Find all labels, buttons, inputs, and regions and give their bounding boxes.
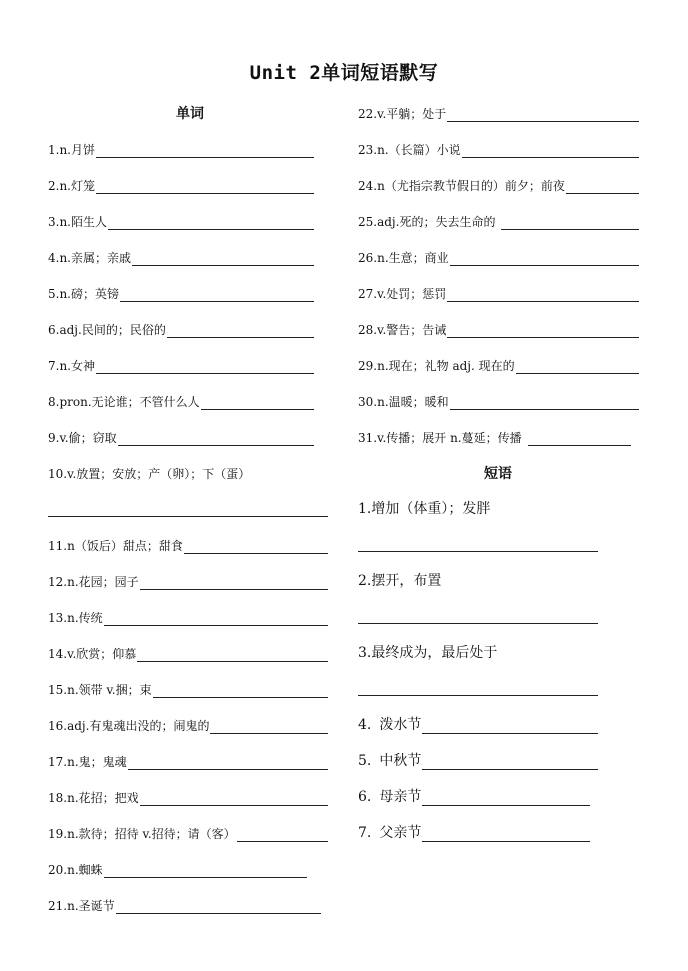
answer-blank[interactable]	[566, 181, 639, 194]
word-item-7	[48, 358, 314, 374]
answer-blank[interactable]	[137, 649, 328, 662]
answer-blank[interactable]	[422, 827, 590, 842]
answer-blank[interactable]	[447, 109, 639, 122]
answer-blank[interactable]	[450, 397, 639, 410]
phrase-item-1: 1.增加（体重）；发胖	[358, 501, 491, 517]
word-item-11	[48, 538, 328, 554]
festival-number: 5.	[358, 753, 372, 769]
answer-blank[interactable]	[201, 397, 314, 410]
word-prompt: 6.adj.民间的；民俗的	[48, 323, 166, 337]
word-prompt: 18.n.花招；把戏	[48, 791, 139, 805]
answer-blank[interactable]	[447, 325, 639, 338]
answer-blank[interactable]	[104, 613, 328, 626]
word-prompt: 24.n（尤指宗教节假日的）前夕；前夜	[358, 179, 565, 193]
festival-name: 父亲节	[379, 825, 422, 841]
word-prompt: 21.n.圣诞节	[48, 899, 115, 913]
word-item-24	[358, 178, 639, 194]
answer-blank[interactable]	[140, 577, 328, 590]
word-prompt: 7.n.女神	[48, 359, 95, 373]
answer-blank[interactable]	[108, 217, 314, 230]
word-prompt: 12.n.花园；园子	[48, 575, 139, 589]
word-item-23	[358, 142, 639, 158]
word-prompt: 15.n.领带 v.捆；束	[48, 683, 152, 697]
answer-blank[interactable]	[237, 829, 328, 842]
answer-blank[interactable]	[153, 685, 328, 698]
word-prompt: 27.v.处罚；惩罚	[358, 287, 447, 301]
answer-blank[interactable]	[140, 793, 328, 806]
word-item-2	[48, 178, 314, 194]
answer-blank[interactable]	[132, 253, 314, 266]
festival-name: 母亲节	[379, 789, 422, 805]
word-item-3	[48, 214, 314, 230]
answer-blank-phrase-3[interactable]	[358, 695, 598, 696]
word-prompt: 5.n.磅；英镑	[48, 287, 119, 301]
answer-blank[interactable]	[210, 721, 328, 734]
answer-blank[interactable]	[462, 145, 639, 158]
word-item-28	[358, 322, 639, 338]
word-item-30	[358, 394, 639, 410]
festival-number: 4.	[358, 717, 372, 733]
word-prompt: 14.v.欣赏；仰慕	[48, 647, 137, 661]
word-item-26	[358, 250, 639, 266]
answer-blank[interactable]	[120, 289, 314, 302]
answer-blank[interactable]	[167, 325, 314, 338]
word-prompt: 10.v.放置；安放；产（卵）；下（蛋）	[48, 467, 251, 481]
word-item-18	[48, 790, 328, 806]
word-prompt: 17.n.鬼；鬼魂	[48, 755, 127, 769]
answer-blank[interactable]	[516, 361, 639, 374]
festival-item-4	[358, 716, 598, 734]
answer-blank[interactable]	[96, 361, 314, 374]
page-title: Unit 2单词短语默写	[249, 62, 439, 84]
festival-item-5	[358, 752, 598, 770]
word-prompt: 22.v.平躺；处于	[358, 107, 447, 121]
festival-number: 7.	[358, 825, 372, 841]
word-item-20	[48, 862, 307, 878]
word-item-25	[358, 214, 639, 230]
word-prompt: 25.adj.死的；失去生命的	[358, 215, 496, 229]
word-item-5	[48, 286, 314, 302]
festival-item-7	[358, 824, 590, 842]
word-item-12	[48, 574, 328, 590]
answer-blank[interactable]	[104, 865, 307, 878]
word-item-31	[358, 430, 631, 446]
word-item-14	[48, 646, 328, 662]
answer-blank[interactable]	[116, 901, 321, 914]
word-item-17	[48, 754, 328, 770]
answer-blank-phrase-1[interactable]	[358, 551, 598, 552]
word-prompt: 31.v.传播；展开 n.蔓延；传播	[358, 431, 522, 445]
word-prompt: 28.v.警告；告诫	[358, 323, 447, 337]
word-prompt: 11.n（饭后）甜点；甜食	[48, 539, 183, 553]
answer-blank[interactable]	[501, 217, 639, 230]
words-heading: 单词	[176, 106, 204, 122]
answer-blank[interactable]	[422, 719, 598, 734]
word-item-15	[48, 682, 328, 698]
word-item-13	[48, 610, 328, 626]
word-item-22	[358, 106, 639, 122]
answer-blank[interactable]	[118, 433, 314, 446]
phrase-item-2: 2.摆开，布置	[358, 573, 442, 589]
answer-blank[interactable]	[96, 181, 314, 194]
word-item-4	[48, 250, 314, 266]
phrases-heading: 短语	[484, 466, 512, 482]
answer-blank-phrase-2[interactable]	[358, 623, 598, 624]
word-item-21	[48, 898, 321, 914]
word-item-16	[48, 718, 328, 734]
answer-blank[interactable]	[447, 289, 639, 302]
word-item-29	[358, 358, 639, 374]
word-prompt: 8.pron.无论谁；不管什么人	[48, 395, 200, 409]
word-prompt: 9.v.偷；窃取	[48, 431, 117, 445]
word-prompt: 16.adj.有鬼魂出没的；闹鬼的	[48, 719, 210, 733]
word-item-8	[48, 394, 314, 410]
answer-blank[interactable]	[528, 433, 631, 446]
word-prompt: 30.n.温暖；暖和	[358, 395, 449, 409]
word-item-1	[48, 142, 314, 158]
festival-item-6	[358, 788, 590, 806]
answer-blank-10[interactable]	[48, 516, 328, 517]
festival-number: 6.	[358, 789, 372, 805]
word-prompt: 29.n.现在；礼物 adj. 现在的	[358, 359, 515, 373]
answer-blank[interactable]	[184, 541, 328, 554]
word-prompt: 13.n.传统	[48, 611, 103, 625]
word-prompt: 4.n.亲属；亲戚	[48, 251, 131, 265]
answer-blank[interactable]	[96, 145, 314, 158]
phrase-item-3: 3.最终成为，最后处于	[358, 645, 498, 661]
word-prompt: 23.n.（长篇）小说	[358, 143, 461, 157]
festival-name: 泼水节	[379, 717, 422, 733]
word-prompt: 19.n.款待；招待 v.招待；请（客）	[48, 827, 236, 841]
word-item-27	[358, 286, 639, 302]
answer-blank[interactable]	[450, 253, 639, 266]
word-prompt: 3.n.陌生人	[48, 215, 107, 229]
word-item-9	[48, 430, 314, 446]
word-item-10	[48, 466, 328, 482]
word-prompt: 2.n.灯笼	[48, 179, 95, 193]
word-prompt: 20.n.蜘蛛	[48, 863, 103, 877]
answer-blank[interactable]	[422, 755, 598, 770]
word-prompt: 1.n.月饼	[48, 143, 95, 157]
answer-blank[interactable]	[128, 757, 328, 770]
word-item-6	[48, 322, 314, 338]
answer-blank[interactable]	[422, 791, 590, 806]
word-prompt: 26.n.生意；商业	[358, 251, 449, 265]
festival-name: 中秋节	[379, 753, 422, 769]
word-item-19	[48, 826, 328, 842]
